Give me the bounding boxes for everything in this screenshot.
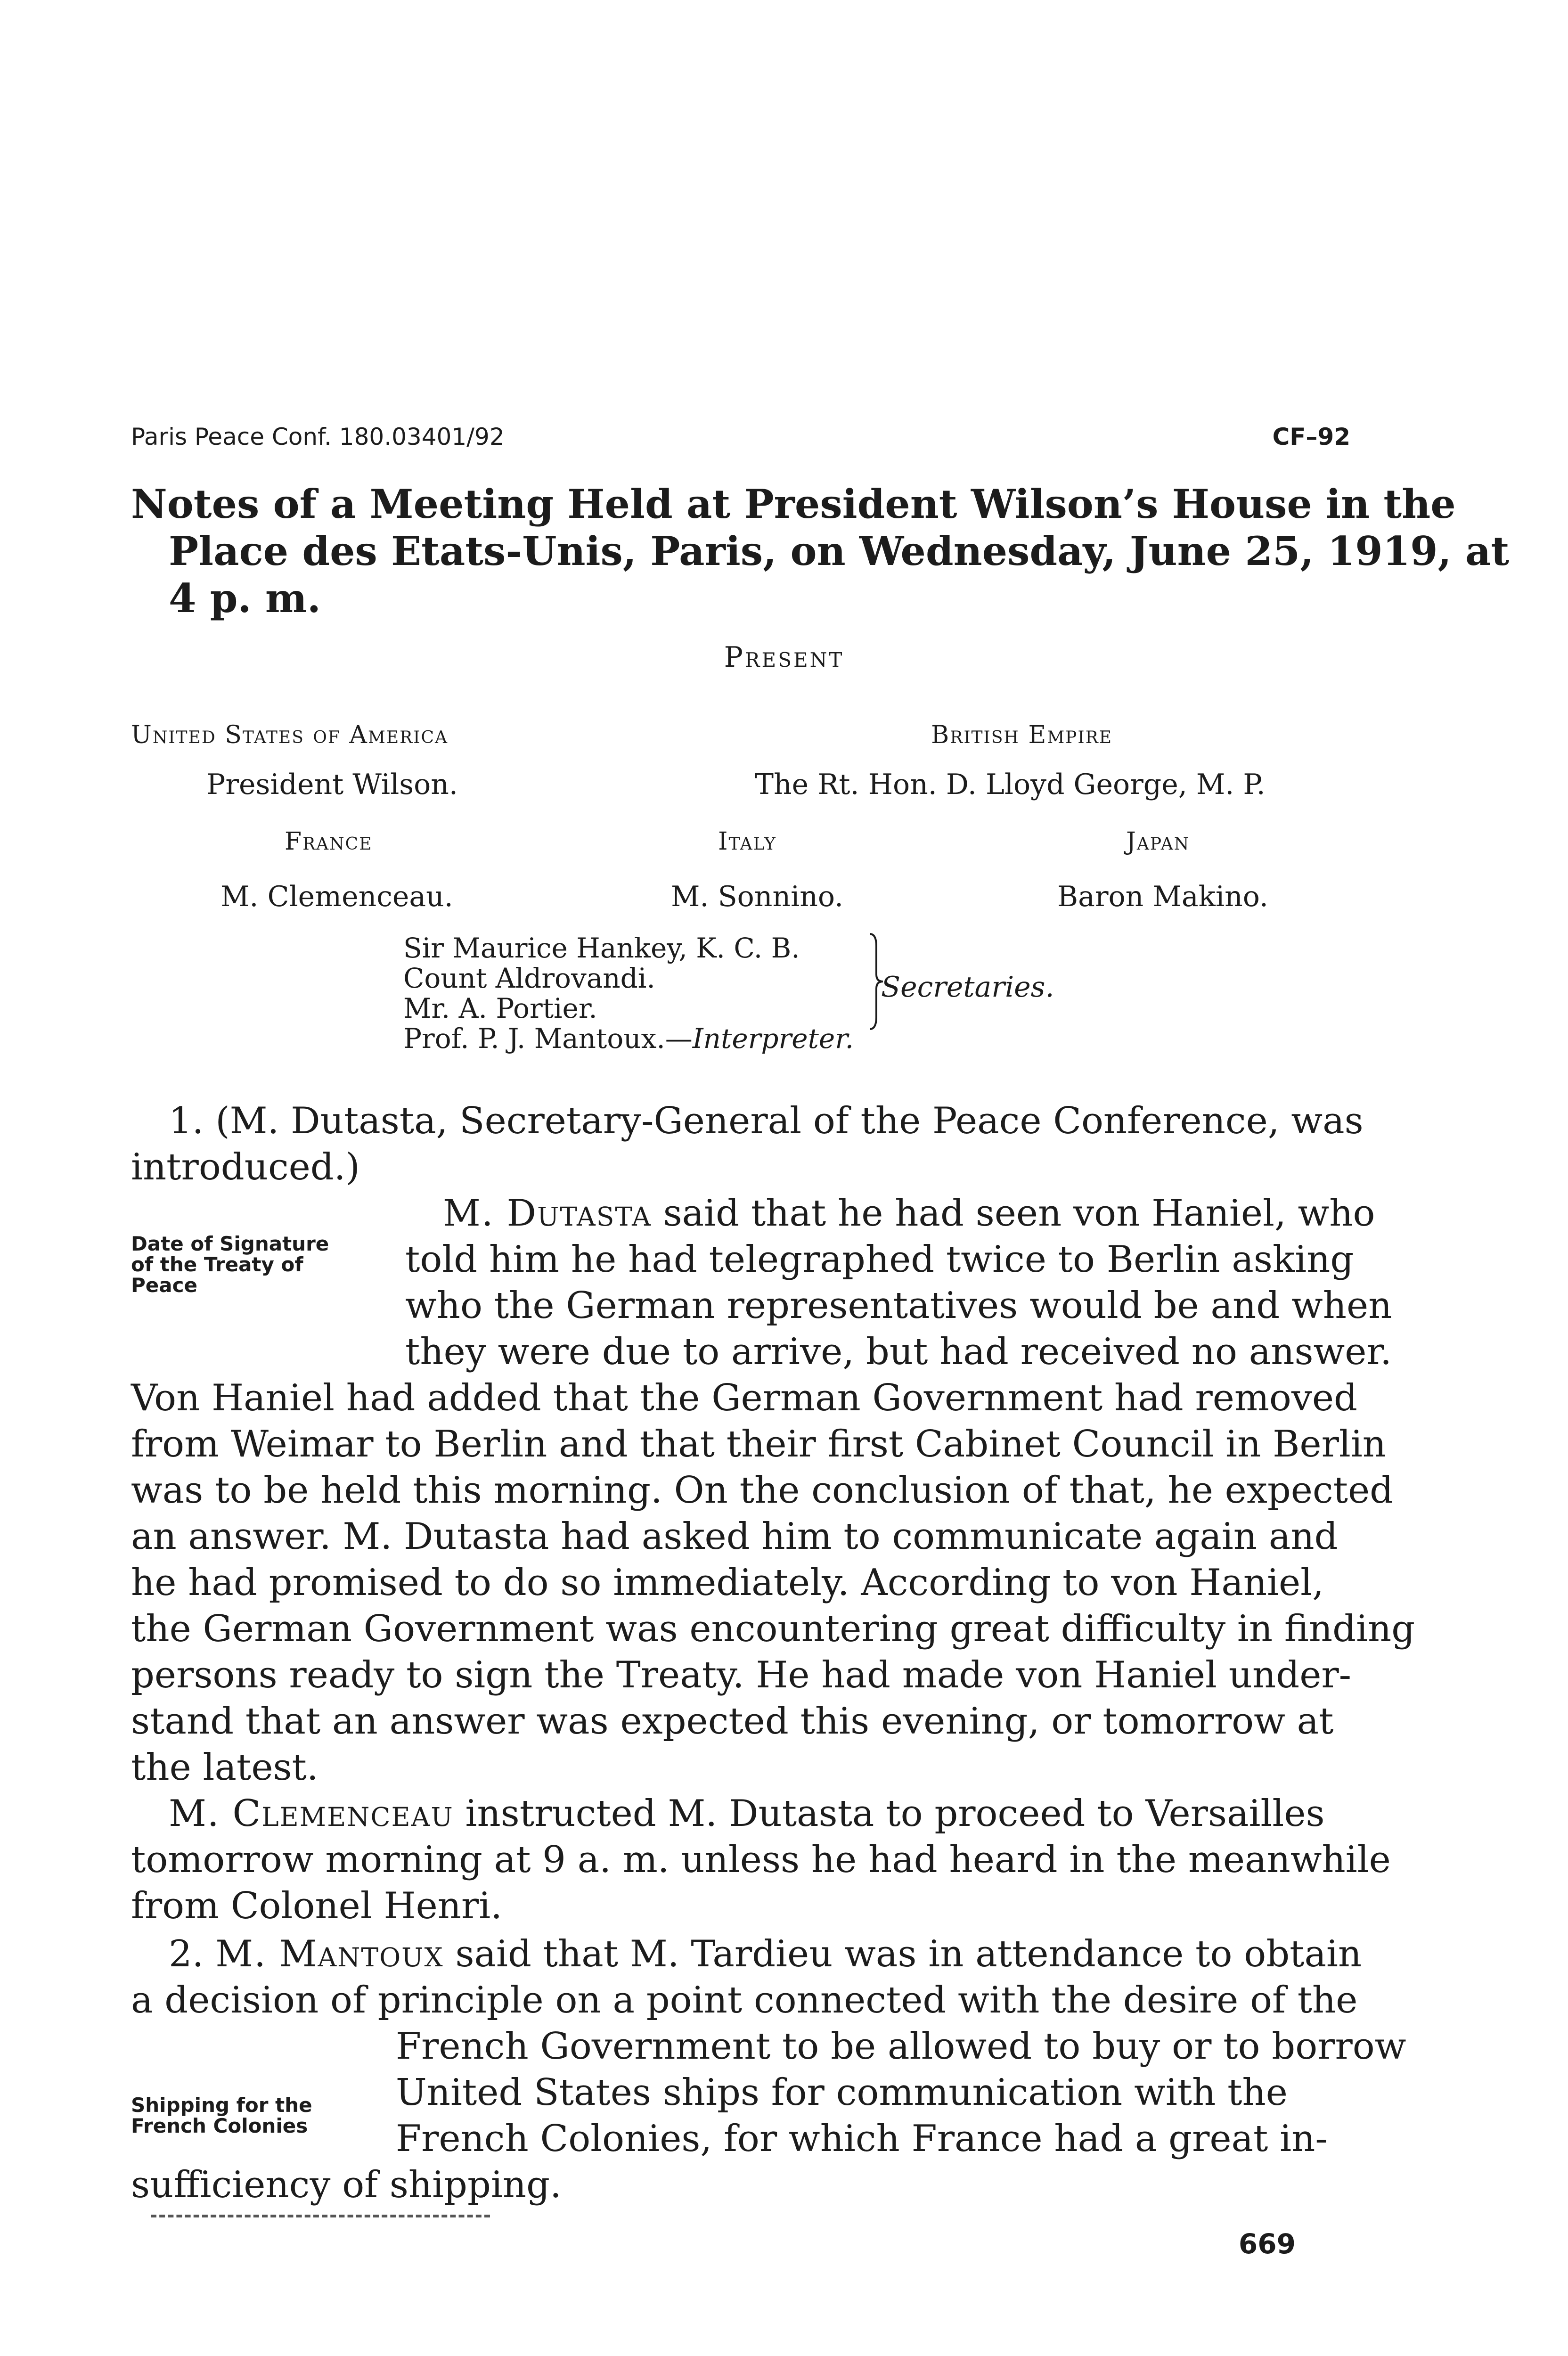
member-british-empire: The Rt. Hon. D. Lloyd George, M. P. (755, 768, 1266, 801)
interpreter-label: Interpreter. (692, 1023, 854, 1055)
text-line: he had promised to do so immediately. According to von Haniel, (131, 1562, 1324, 1604)
title-line: Notes of a Meeting Held at President Wilson’s House in the (131, 481, 1456, 527)
margin-note-line: Peace (131, 1274, 197, 1297)
member-france: M. Clemenceau. (220, 880, 453, 913)
margin-note-shipping (131, 2095, 312, 2136)
text-line: told him he had telegraphed twice to Berlin asking (405, 1238, 1354, 1281)
text-line: stand that an answer was expected this evening, or tomorrow at (131, 1700, 1334, 1742)
section-2-intro (131, 1931, 1362, 2023)
text-line: French Colonies, for which France had a great in- (396, 2118, 1328, 2160)
text-line: a decision of principle on a point connected with the desire of the (131, 1979, 1358, 2021)
text-line: 1. (M. Dutasta, Secretary-General of the Peace Conference, was (169, 1100, 1364, 1142)
document-reference: Paris Peace Conf. 180.03401/92 (131, 423, 505, 450)
text-line: United States ships for communication with the (396, 2071, 1288, 2114)
text-line (131, 1791, 1356, 1837)
section-1-intro (131, 1098, 1364, 1190)
country-usa: United States of America (131, 721, 448, 749)
member-usa: President Wilson. (206, 768, 458, 801)
secretary-name: Sir Maurice Hankey, K. C. B. (403, 932, 800, 964)
section-1-body (131, 1375, 1415, 1929)
speaker-name: M. Mantoux (215, 1933, 444, 1975)
title-line: 4 p. m. (169, 575, 321, 622)
section-2-indented (396, 2023, 1406, 2162)
document-code: CF–92 (1272, 423, 1350, 450)
margin-note-line: Shipping for the (131, 2094, 312, 2117)
country-japan: Japan (1126, 827, 1190, 856)
text-line: the latest. (131, 1746, 318, 1789)
text-line: they were due to arrive, but had received no answer. (405, 1331, 1392, 1373)
text-line: from Colonel Henri. (131, 1885, 502, 1927)
text-line: Von Haniel had added that the German Government had removed (131, 1377, 1357, 1419)
speaker-name: M. Clemenceau (169, 1792, 454, 1835)
text-line: an answer. M. Dutasta had asked him to communicate again and (131, 1515, 1338, 1558)
text-line: from Weimar to Berlin and that their first Cabinet Council in Berlin (131, 1423, 1386, 1465)
text-line: tomorrow morning at 9 a. m. unless he had heard in the meanwhile (131, 1839, 1391, 1881)
margin-note-line: of the Treaty of (131, 1253, 303, 1276)
margin-note-line: Date of Signature (131, 1232, 329, 1255)
country-italy: Italy (718, 827, 776, 856)
margin-note-date-of-signature (131, 1234, 329, 1296)
text-span: said that M. Tardieu was in attendance to obtain (443, 1933, 1362, 1975)
country-france: France (285, 827, 373, 856)
margin-note-line: French Colonies (131, 2114, 308, 2137)
secretary-name: Mr. A. Portier. (403, 992, 597, 1024)
text-line (405, 1190, 1375, 1236)
text-span: instructed M. Dutasta to proceed to Versailles (453, 1792, 1325, 1835)
speaker-name: M. Dutasta (443, 1192, 652, 1235)
title-line: Place des Etats-Unis, Paris, on Wednesday, June 25, 1919, at (169, 528, 1510, 574)
text-span: said that he had seen von Haniel, who (651, 1192, 1375, 1235)
text-line: who the German representatives would be and when (405, 1284, 1392, 1327)
page-number: 669 (1238, 2228, 1296, 2260)
present-heading: Present (724, 641, 844, 674)
text-line: sufficiency of shipping. (131, 2164, 562, 2206)
country-british-empire: British Empire (931, 721, 1113, 749)
text-line: the German Government was encountering great difficulty in finding (131, 1608, 1415, 1650)
interpreter-line (403, 1023, 854, 1054)
member-italy: M. Sonnino. (671, 880, 844, 913)
text-line: French Government to be allowed to buy or to borrow (396, 2025, 1406, 2068)
secretary-name: Count Aldrovandi. (403, 962, 655, 994)
text-line (131, 1931, 1362, 1977)
secretaries-label: Secretaries. (881, 971, 1054, 1004)
section-2-last (131, 2162, 1356, 2208)
page-title (131, 481, 1510, 622)
secretaries-list (403, 933, 854, 1054)
section-1-indented (405, 1190, 1392, 1375)
text-line: persons ready to sign the Treaty. He had made von Haniel under- (131, 1654, 1351, 1696)
member-japan: Baron Makino. (1057, 880, 1268, 913)
text-line: introduced.) (131, 1146, 360, 1188)
text-line: was to be held this morning. On the conclusion of that, he expected (131, 1469, 1394, 1512)
footnote-rule (151, 2215, 490, 2217)
text-span: 2. (169, 1933, 216, 1975)
interpreter-name: Prof. P. J. Mantoux.— (403, 1023, 693, 1055)
